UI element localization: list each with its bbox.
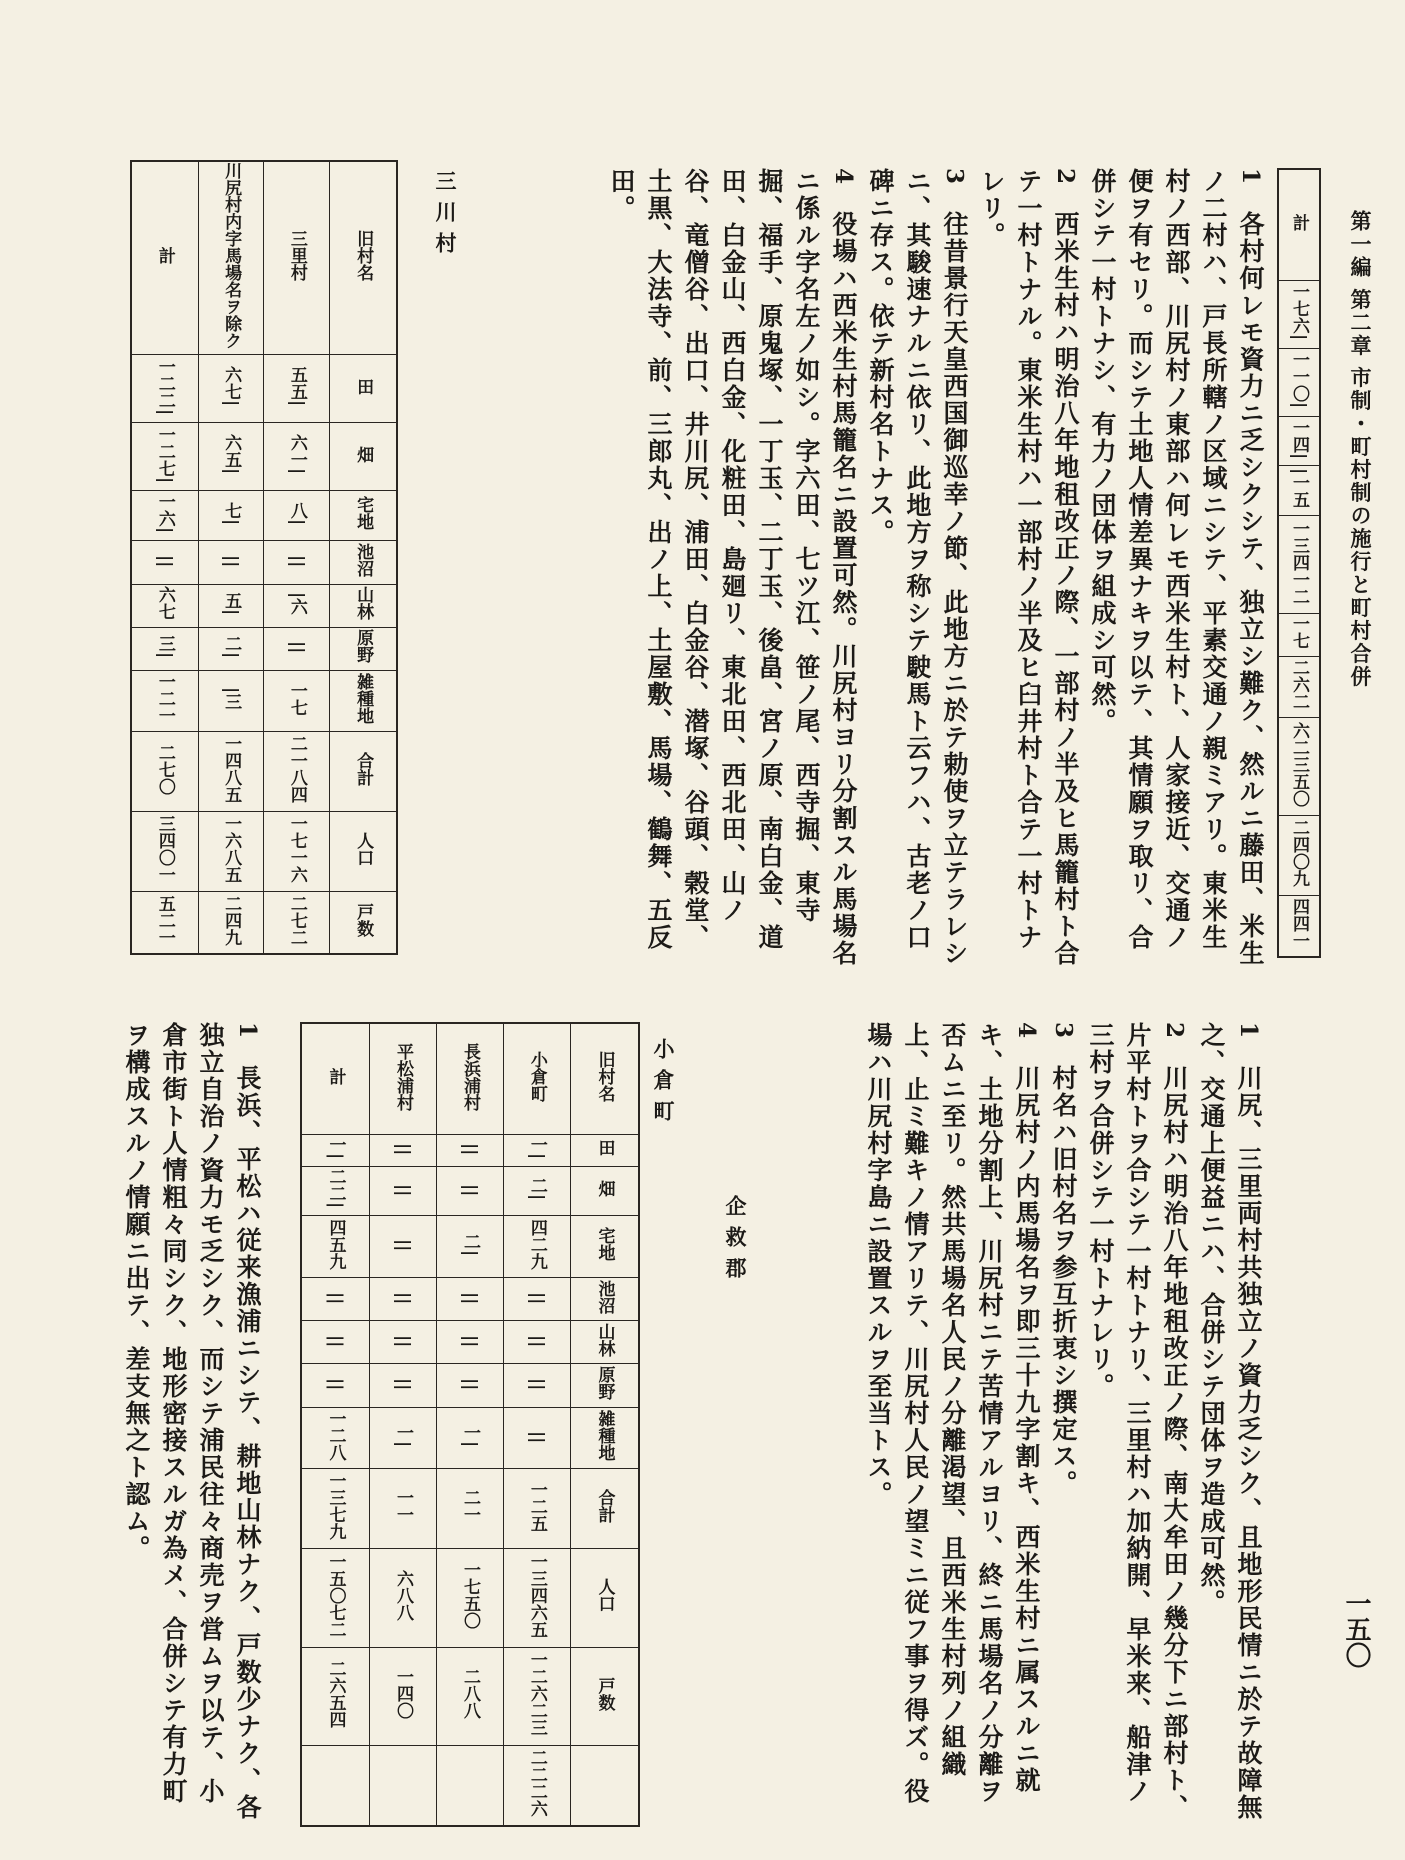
table-row <box>131 627 397 670</box>
table-cell-value: || <box>393 1334 414 1348</box>
table-cell <box>503 1549 570 1647</box>
table-cell-value: 畑 <box>353 445 374 463</box>
paragraph-number: 1 <box>234 1022 261 1066</box>
table-cell <box>370 1469 437 1549</box>
table-cell-value: 五| <box>221 591 242 615</box>
paragraph <box>1045 1022 1082 1822</box>
table-row <box>301 1321 639 1364</box>
table-row <box>1278 613 1320 656</box>
table-cell-value: 池沼 <box>594 1279 615 1314</box>
table-cell <box>437 1135 504 1167</box>
table-cell <box>198 423 264 491</box>
table-cell-value: 五二一 <box>154 894 175 946</box>
table-label-cell <box>264 161 330 355</box>
kokura-town-caption: 小倉町 <box>651 1038 676 1131</box>
table-cell <box>503 1469 570 1549</box>
table-cell-value: 一七一六 <box>286 815 307 884</box>
table-cell <box>570 1364 639 1407</box>
table-cell <box>198 355 264 423</box>
table-row <box>1278 281 1320 349</box>
table-cell <box>131 732 198 812</box>
table-cell-value: || <box>393 1183 414 1196</box>
table-cell-value: 一七 <box>286 681 307 716</box>
table-cell-value: 雑種地 <box>594 1409 615 1461</box>
table-cell <box>131 584 198 627</box>
table-cell <box>570 1216 639 1278</box>
table-cell-value: 一| <box>393 1423 414 1448</box>
table-cell <box>264 491 330 541</box>
table-cell-value: || <box>325 1291 346 1305</box>
table-cell-value: 二七〇 <box>154 743 175 795</box>
table-cell <box>301 1321 370 1364</box>
table-cell-value: 四二九 <box>526 1218 547 1270</box>
paragraph <box>603 168 862 968</box>
table-cell <box>503 1745 570 1826</box>
table-cell-value: 六八八 <box>393 1569 414 1621</box>
table-cell-value: 二六五四 <box>325 1659 346 1728</box>
table-cell <box>370 1364 437 1407</box>
table-cell <box>570 1407 639 1469</box>
table-cell <box>264 732 330 812</box>
text-block-lower-right <box>860 1022 1267 1822</box>
table-cell-value: 一二七| <box>154 425 175 483</box>
table-cell-value: 一一 <box>393 1489 414 1524</box>
table-cell <box>131 423 198 491</box>
table-cell-value: || <box>393 1239 414 1252</box>
table-row <box>301 1407 639 1469</box>
table-label: 旧村名 <box>353 230 374 281</box>
table-cell <box>503 1216 570 1278</box>
table-cell-value: |一五 <box>1289 468 1309 509</box>
paragraph-text: 各村何レモ資力ニ乏シクシテ、独立シ難ク、然ルニ藤田、米生ノ二村ハ、戸長所轄ノ区域ニシテ、平素交通ノ親ミアリ。東米生村ノ西部、川尻村ノ東部ハ何レモ西米生村ト、人家接近、交通ノ便ヲ有セリ。而シテ土地人情差異ナキヲ以テ、其情願ヲ取リ、合併シテ一村トナシ、有力ノ団体ヲ組成シ可然。 <box>1088 168 1265 968</box>
kokura-town-table <box>300 1022 640 1827</box>
table-cell <box>301 1364 370 1407</box>
text-block-lower-left <box>118 1022 266 1822</box>
table-cell-value: 宅地 <box>353 496 374 531</box>
paragraph-number: 2 <box>1161 1022 1188 1066</box>
kiku-district-caption: 企救郡 <box>723 1195 748 1288</box>
table-cell-value: 六七| <box>221 366 242 407</box>
table-cell <box>264 892 330 954</box>
table-cell-value: 二四〇九 <box>1289 818 1309 887</box>
table-cell <box>330 491 397 541</box>
table-header-row <box>301 1023 639 1135</box>
table-row <box>301 1216 639 1278</box>
table-cell <box>264 584 330 627</box>
table-cell <box>370 1135 437 1167</box>
table-cell <box>330 732 397 812</box>
table-cell <box>570 1745 639 1826</box>
table-cell <box>264 812 330 892</box>
table-label-cell <box>370 1023 437 1135</box>
table-cell <box>370 1278 437 1321</box>
table-cell-value: 一四八五 <box>221 735 242 804</box>
table-cell-value: 六五| <box>221 434 242 475</box>
table-row <box>131 584 397 627</box>
table-cell <box>264 541 330 584</box>
table-row <box>301 1278 639 1321</box>
paragraph <box>118 1022 266 1822</box>
table-cell-value: || <box>526 1291 547 1305</box>
table-cell <box>1278 895 1320 957</box>
paragraph-number: 1 <box>1235 1022 1262 1066</box>
table-cell <box>370 1647 437 1745</box>
table-cell <box>503 1135 570 1167</box>
table-cell-value: || <box>526 1334 547 1348</box>
table-cell <box>301 1216 370 1278</box>
paragraph-number: 3 <box>941 168 968 212</box>
table-cell-value: 一三四六五 <box>526 1552 547 1638</box>
table-row <box>1278 348 1320 416</box>
table-cell <box>301 1745 370 1826</box>
paragraph <box>860 1022 1045 1822</box>
table-label-cell <box>570 1023 639 1135</box>
table-cell-value: 七| <box>221 501 242 525</box>
table-cell <box>437 1364 504 1407</box>
table-cell <box>131 670 198 732</box>
table-row <box>1278 718 1320 816</box>
table-cell-value: 三四〇一 <box>154 815 175 884</box>
table-cell-value: || <box>459 1378 480 1391</box>
paragraph <box>862 168 973 968</box>
table-cell <box>1278 656 1320 717</box>
table-row <box>1278 416 1320 466</box>
table-cell <box>1278 718 1320 816</box>
table-cell <box>1278 466 1320 516</box>
table-cell-value: 雑種地 <box>353 673 374 725</box>
table-cell-value: 合計 <box>353 752 374 787</box>
table-cell <box>1278 281 1320 349</box>
table-row <box>301 1469 639 1549</box>
table-cell <box>198 670 264 732</box>
table-cell <box>330 584 397 627</box>
table-cell-value: |三 <box>221 687 242 711</box>
table-cell <box>131 892 198 954</box>
table-cell-value: || <box>286 555 307 568</box>
table-cell-value: 一四| <box>1289 418 1309 459</box>
table-cell-value: 一二八 <box>325 1409 346 1461</box>
table-cell-value: 二六二 <box>1289 659 1309 711</box>
table-cell-value: 宅地 <box>594 1227 615 1262</box>
table-cell <box>370 1321 437 1364</box>
table-cell-value: 一五〇七二 <box>325 1552 346 1638</box>
table-cell <box>437 1407 504 1469</box>
table-cell <box>264 627 330 670</box>
table-cell <box>437 1321 504 1364</box>
table-cell <box>570 1469 639 1549</box>
table-cell <box>570 1166 639 1216</box>
table-row <box>131 491 397 541</box>
table-row <box>301 1549 639 1647</box>
table-label: 平松浦村 <box>393 1042 414 1111</box>
mikawa-village-table <box>130 160 398 955</box>
table-cell <box>330 670 397 732</box>
table-row <box>131 892 397 954</box>
table-cell-value: 池沼 <box>353 542 374 577</box>
table-cell-value: 二二| <box>325 1168 346 1209</box>
table-cell <box>570 1321 639 1364</box>
paragraph-text: 西米生村ハ明治八年地租改正ノ際、一部村ノ半及ヒ馬籠村ト合テ一村トナル。東米生村ハ一部村ノ半及ヒ臼井村ト合テ一村トナレリ。 <box>977 168 1080 968</box>
table-cell <box>503 1364 570 1407</box>
table-cell-value: || <box>526 1378 547 1391</box>
table-cell-value: || <box>459 1334 480 1348</box>
table-cell <box>131 491 198 541</box>
table-cell <box>370 1166 437 1216</box>
paragraph <box>973 168 1084 968</box>
table-label-cell <box>198 161 264 355</box>
table-cell-value: 二| <box>459 1232 480 1256</box>
table-cell <box>1278 816 1320 896</box>
table-label-cell <box>330 161 397 355</box>
table-cell-value: 田 <box>353 377 374 395</box>
table-cell-value: || <box>221 555 242 568</box>
table-cell-value: || <box>325 1378 346 1391</box>
table-cell-value: 山林 <box>594 1322 615 1357</box>
table-cell-value: 二| <box>526 1176 547 1201</box>
table-label: 計 <box>325 1068 346 1085</box>
table-cell-value: || <box>459 1291 480 1305</box>
table-row <box>1278 895 1320 957</box>
table-cell-value: 一| <box>526 1136 547 1160</box>
table-row <box>131 423 397 491</box>
table-cell-value: 山林 <box>353 586 374 621</box>
table-cell-value: 六二三五〇 <box>1289 721 1309 807</box>
table-cell <box>503 1166 570 1216</box>
table-cell <box>570 1135 639 1167</box>
table-cell-value: 一二二| <box>154 357 175 415</box>
table-row <box>131 541 397 584</box>
table-cell <box>301 1135 370 1167</box>
table-cell <box>503 1278 570 1321</box>
table-cell <box>570 1647 639 1745</box>
table-cell-value: 原野 <box>594 1366 615 1401</box>
paragraph-text: 役場ハ西米生村馬籠名ニ設置可然。川尻村ヨリ分割スル馬場名ニ係ル字名左ノ如シ。字六田、七ツ江、笹ノ尾、西寺掘、東寺掘、福手、原鬼塚、一丁玉、二丁玉、後畠、宮ノ原、南白金、道田、白金山、西白金、化粧田、島廻リ、東北田、西北田、山ノ谷、竜僧谷、出口、井川尻、浦田、白金谷、潜塚、谷頭、榖堂、土黒、大法寺、前、三郎丸、出ノ上、土屋敷、馬場、鶴舞、五反田。 <box>607 168 858 968</box>
table-cell-value: || <box>393 1378 414 1391</box>
paragraph-number: 2 <box>1052 168 1079 212</box>
table-cell-value: 四四一 <box>1289 897 1309 949</box>
table-cell-value: 一七六| <box>1289 283 1309 341</box>
table-cell-value: 四五九 <box>325 1218 346 1270</box>
table-cell-value: 三| <box>154 634 175 658</box>
paragraph <box>1084 168 1269 968</box>
table-label-cell <box>301 1023 370 1135</box>
table-cell-value: 一| <box>325 1136 346 1160</box>
table-cell <box>330 423 397 491</box>
table-cell <box>370 1549 437 1647</box>
table-cell-value: 一七 <box>1289 615 1309 650</box>
table-row <box>301 1647 639 1745</box>
table-cell <box>330 541 397 584</box>
table-cell <box>503 1407 570 1469</box>
paragraph-number: 4 <box>1013 1022 1040 1066</box>
table-cell-value: 五五| <box>286 366 307 407</box>
table-cell-value: 一二五 <box>526 1480 547 1532</box>
table-cell <box>330 627 397 670</box>
paragraph <box>1193 1022 1267 1822</box>
paragraph-number: 3 <box>1050 1022 1077 1066</box>
table-cell <box>198 812 264 892</box>
table-cell <box>330 355 397 423</box>
table-cell <box>264 670 330 732</box>
table-cell-value: 二一八四 <box>286 735 307 804</box>
table-label-cell <box>131 161 198 355</box>
table-cell-value: 戸数 <box>594 1676 615 1711</box>
table-cell-value: || <box>459 1142 480 1156</box>
table-cell <box>198 541 264 584</box>
table-row <box>1278 516 1320 614</box>
table-row <box>131 670 397 732</box>
table-cell-value: 人口 <box>594 1578 615 1613</box>
table-cell-value: 二八八 <box>459 1668 480 1720</box>
table-cell-value: 一一〇| <box>1289 351 1309 409</box>
paragraph-number: 1 <box>1237 168 1264 212</box>
table-cell-value: 一七五〇 <box>459 1561 480 1630</box>
table-cell <box>301 1407 370 1469</box>
table-row <box>301 1745 639 1826</box>
table-row <box>131 355 397 423</box>
table-cell <box>1278 348 1320 416</box>
table-cell <box>198 627 264 670</box>
table-cell-value: 二一 <box>459 1489 480 1524</box>
table-label: 旧村名 <box>594 1051 615 1102</box>
table-cell <box>1278 416 1320 466</box>
table-row <box>131 812 397 892</box>
table-cell <box>370 1745 437 1826</box>
table-cell <box>437 1469 504 1549</box>
table-cell <box>330 812 397 892</box>
text-block-upper <box>603 168 1269 968</box>
table-row <box>301 1166 639 1216</box>
paragraph-text: 長浜、平松ハ従来漁浦ニシテ、耕地山林ナク、戸数少ナク、各独立自治ノ資力モ乏シク、而シテ浦民往々商売ヲ営ムヲ以テ、小倉市街ト人情粗々同シク、地形密接スルガ為メ、合併シテ有力町ヲ構成スルノ情願ニ出テ、差支無之ト認ム。 <box>122 1022 262 1822</box>
table-cell <box>198 732 264 812</box>
page-header: 第一編 第二章 市制・町村制の施行と町村合併 <box>1348 210 1373 689</box>
table-cell-value: 一三七九 <box>325 1472 346 1541</box>
table-cell <box>264 423 330 491</box>
mikawa-village-caption: 三川村 <box>433 170 458 263</box>
table-cell <box>437 1166 504 1216</box>
table-cell <box>198 892 264 954</box>
table-cell <box>437 1216 504 1278</box>
table-cell <box>198 584 264 627</box>
table-cell <box>570 1549 639 1647</box>
table-label: 川尻村内字馬場名ヲ除ク <box>221 162 242 349</box>
table-cell-value: || <box>459 1183 480 1196</box>
paragraph <box>1082 1022 1193 1822</box>
paragraph-text: 往昔景行天皇西国御巡幸ノ節、此地方ニ於テ勅使ヲ立テラレシニ、其駿速ナルニ依リ、此地方ヲ称シテ駛馬ト云フハ、古老ノ口碑ニ存ス。依テ新村名トナス。 <box>866 168 969 968</box>
table-label: 小倉町 <box>526 1051 547 1102</box>
table-cell <box>131 812 198 892</box>
table-cell-value: 畑 <box>594 1179 615 1197</box>
table-cell-value: 二四九 <box>221 894 242 946</box>
table-cell-value: 一四〇 <box>393 1668 414 1720</box>
table-cell <box>503 1647 570 1745</box>
table-label-cell <box>1278 169 1320 281</box>
table-header-row <box>1278 169 1320 281</box>
paragraph-number: 4 <box>830 168 857 212</box>
table-cell-value: 二七二 <box>286 894 307 946</box>
table-cell-value: 田 <box>594 1139 615 1157</box>
table-cell-value: || <box>154 555 175 568</box>
table-cell-value: 一三四一二 <box>1289 519 1309 605</box>
total-table-top <box>1277 168 1321 958</box>
table-cell-value: 合計 <box>594 1489 615 1524</box>
table-cell <box>1278 613 1320 656</box>
paragraph-text: 川尻、三里両村共独立ノ資力乏シク、且地形民情ニ於テ故障無之、交通上便益ニハ、合併シテ団体ヲ造成可然。 <box>1197 1022 1263 1822</box>
table-cell-value: || <box>325 1334 346 1348</box>
table-cell-value: 原野 <box>353 629 374 664</box>
table-cell-value: |六 <box>286 591 307 615</box>
table-label: 三里村 <box>286 230 307 281</box>
table-row <box>301 1135 639 1167</box>
table-row <box>301 1364 639 1407</box>
table-row <box>131 732 397 812</box>
table-row <box>1278 656 1320 717</box>
table-cell-value: 一六八五 <box>221 815 242 884</box>
table-cell-value: || <box>526 1430 547 1443</box>
table-cell <box>301 1278 370 1321</box>
table-cell-value: 六七 <box>154 586 175 621</box>
table-cell-value: 戸数 <box>353 903 374 938</box>
table-cell <box>437 1745 504 1826</box>
table-cell <box>264 355 330 423</box>
table-label: 長浜浦村 <box>459 1042 480 1111</box>
table-cell-value: 一二六二三 <box>526 1651 547 1737</box>
table-label: 計 <box>1289 214 1309 231</box>
table-cell-value: || <box>286 641 307 654</box>
table-cell-value: 一六| <box>154 493 175 534</box>
table-label-cell <box>437 1023 504 1135</box>
table-cell-value: 人口 <box>353 832 374 867</box>
table-cell <box>330 892 397 954</box>
table-cell <box>301 1549 370 1647</box>
table-cell <box>437 1278 504 1321</box>
table-row <box>1278 466 1320 516</box>
table-cell-value: || <box>393 1291 414 1305</box>
table-cell <box>437 1549 504 1647</box>
table-cell <box>131 541 198 584</box>
table-cell <box>570 1278 639 1321</box>
table-cell-value: 六一| <box>286 434 307 475</box>
table-cell <box>131 355 198 423</box>
table-cell <box>198 491 264 541</box>
table-cell-value: 二| <box>221 634 242 658</box>
table-row <box>1278 816 1320 896</box>
table-cell-value: 二二二六 <box>526 1748 547 1817</box>
table-label-cell <box>503 1023 570 1135</box>
paragraph-text: 村名ハ旧村名ヲ参互折衷シ撰定ス。 <box>1049 1065 1078 1498</box>
table-cell <box>1278 516 1320 614</box>
table-cell <box>370 1216 437 1278</box>
table-cell-value: || <box>393 1142 414 1156</box>
table-cell-value: 八| <box>286 501 307 525</box>
table-cell <box>301 1469 370 1549</box>
table-cell <box>437 1647 504 1745</box>
table-label: 計 <box>154 247 175 264</box>
table-cell <box>131 627 198 670</box>
table-cell <box>370 1407 437 1469</box>
table-header-row <box>131 161 397 355</box>
table-cell <box>301 1647 370 1745</box>
table-cell <box>503 1321 570 1364</box>
page-number: 一五〇 <box>1341 1590 1371 1668</box>
paragraph-text: 川尻村ノ内馬場名ヲ即三十九字割キ、西米生村ニ属スルニ就キ、土地分割上、川尻村ニテ苦情アルヨリ、終ニ馬場名ノ分離ヲ否ムニ至リ。然共馬場名人民ノ分離渇望、且西米生村列ノ組織上、止ミ難キノ情アリテ、川尻村人民ノ望ミニ従フ事ヲ得ズ。役場ハ川尻村字島ニ設置スルヲ至当トス。 <box>864 1022 1041 1805</box>
table-cell <box>301 1166 370 1216</box>
table-cell-value: 一二一 <box>154 673 175 725</box>
table-cell-value: 一| <box>459 1423 480 1448</box>
paragraph-text: 川尻村ハ明治八年地租改正ノ際、南大牟田ノ幾分下ニ部村ト、片平村トヲ合シテ一村トナリ、三里村ハ加納開、早米来、船津ノ三村ヲ合併シテ一村トナレリ。 <box>1086 1022 1189 1822</box>
